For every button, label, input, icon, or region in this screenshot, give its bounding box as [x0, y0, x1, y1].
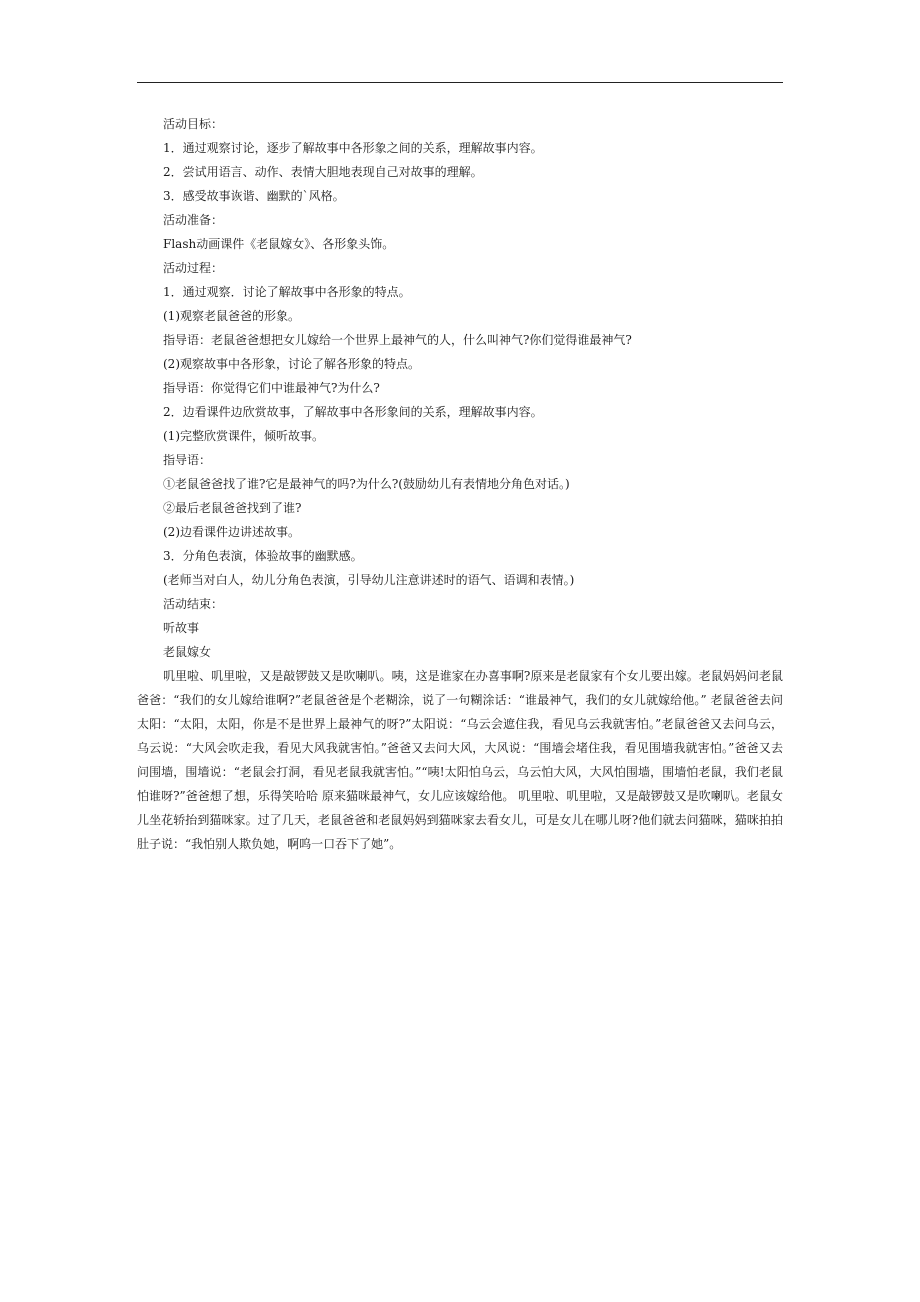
story-title: 老鼠嫁女: [163, 645, 212, 659]
goal-item-1: 1．通过观察讨论，逐步了解故事中各形象之间的关系，理解故事内容。: [163, 141, 543, 155]
guide-text-1: 指导语：老鼠爸爸想把女儿嫁给一个世界上最神气的人，什么叫神气?你们觉得谁最神气?: [163, 333, 632, 347]
heading-activity-end: 活动结束：: [163, 597, 224, 611]
guide-label: 指导语：: [163, 453, 212, 467]
process-step-3: 3．分角色表演，体验故事的幽默感。: [163, 549, 363, 563]
process-step-1: 1．通过观察．讨论了解故事中各形象的特点。: [163, 285, 411, 299]
process-step-1-sub-1: (1)观察老鼠爸爸的形象。: [163, 309, 300, 323]
story-paragraph: 叽里啦、叽里啦，又是敲锣鼓又是吹喇叭。咦，这是谁家在办喜事啊?原来是老鼠家有个女儿要出嫁。老鼠妈妈问老鼠爸爸：“我们的女儿嫁给谁啊?”老鼠爸爸是个老糊涂，说了一句糊涂话：“谁最神气，我们的女儿就嫁给他。” 老鼠爸爸去问太阳：“太阳，太阳，你是不是世界上最神气的呀?”太阳说：“乌云会遮住我，看见乌云我就害怕。”老鼠爸爸又去问乌云，乌云说：“大风会吹走我，看见大风我就害怕。”爸爸又去问大风，大风说：“围墙会堵住我，看见围墙我就害怕。”爸爸又去问围墙，围墙说：“老鼠会打洞，看见老鼠我就害怕。”“咦!太阳怕乌云，乌云怕大风，大风怕围墙，围墙怕老鼠，我们老鼠怕谁呀?”爸爸想了想，乐得笑哈哈 原来猫咪最神气，女儿应该嫁给他。 叽里啦、叽里啦，又是敲锣鼓又是吹喇叭。老鼠女儿坐花轿抬到猫咪家。过了几天，老鼠爸爸和老鼠妈妈到猫咪家去看女儿，可是女儿在哪儿呀?他们就去问猫咪，猫咪拍拍肚子说：“我怕别人欺负她，啊呜一口吞下了她”。: [137, 669, 783, 851]
guide-text-2: 指导语：你觉得它们中谁最神气?为什么?: [163, 381, 380, 395]
process-step-2-sub-2: (2)边看课件边讲述故事。: [163, 525, 300, 539]
listen-story-label: 听故事: [163, 621, 200, 635]
header-rule: [137, 82, 783, 83]
process-step-2-sub-1: (1)完整欣赏课件，倾听故事。: [163, 429, 324, 443]
process-step-2: 2．边看课件边欣赏故事，了解故事中各形象间的关系，理解故事内容。: [163, 405, 543, 419]
goal-item-3: 3．感受故事诙谐、幽默的`风格。: [163, 189, 345, 203]
guide-question-2: ②最后老鼠爸爸找到了谁?: [163, 501, 302, 515]
heading-activity-prep: 活动准备：: [163, 213, 224, 227]
goal-item-2: 2．尝试用语言、动作、表情大胆地表现自己对故事的理解。: [163, 165, 483, 179]
prep-text: Flash动画课件《老鼠嫁女》、各形象头饰。: [163, 237, 395, 251]
process-step-3-note: (老师当对白人，幼儿分角色表演，引导幼儿注意讲述时的语气、语调和表情。): [163, 573, 575, 587]
document-body: [137, 112, 787, 856]
guide-question-1: ①老鼠爸爸找了谁?它是最神气的吗?为什么?(鼓励幼儿有表情地分角色对话。): [163, 477, 570, 491]
process-step-1-sub-2: (2)观察故事中各形象，讨论了解各形象的特点。: [163, 357, 420, 371]
heading-activity-process: 活动过程：: [163, 261, 224, 275]
heading-activity-goals: 活动目标：: [163, 117, 224, 131]
